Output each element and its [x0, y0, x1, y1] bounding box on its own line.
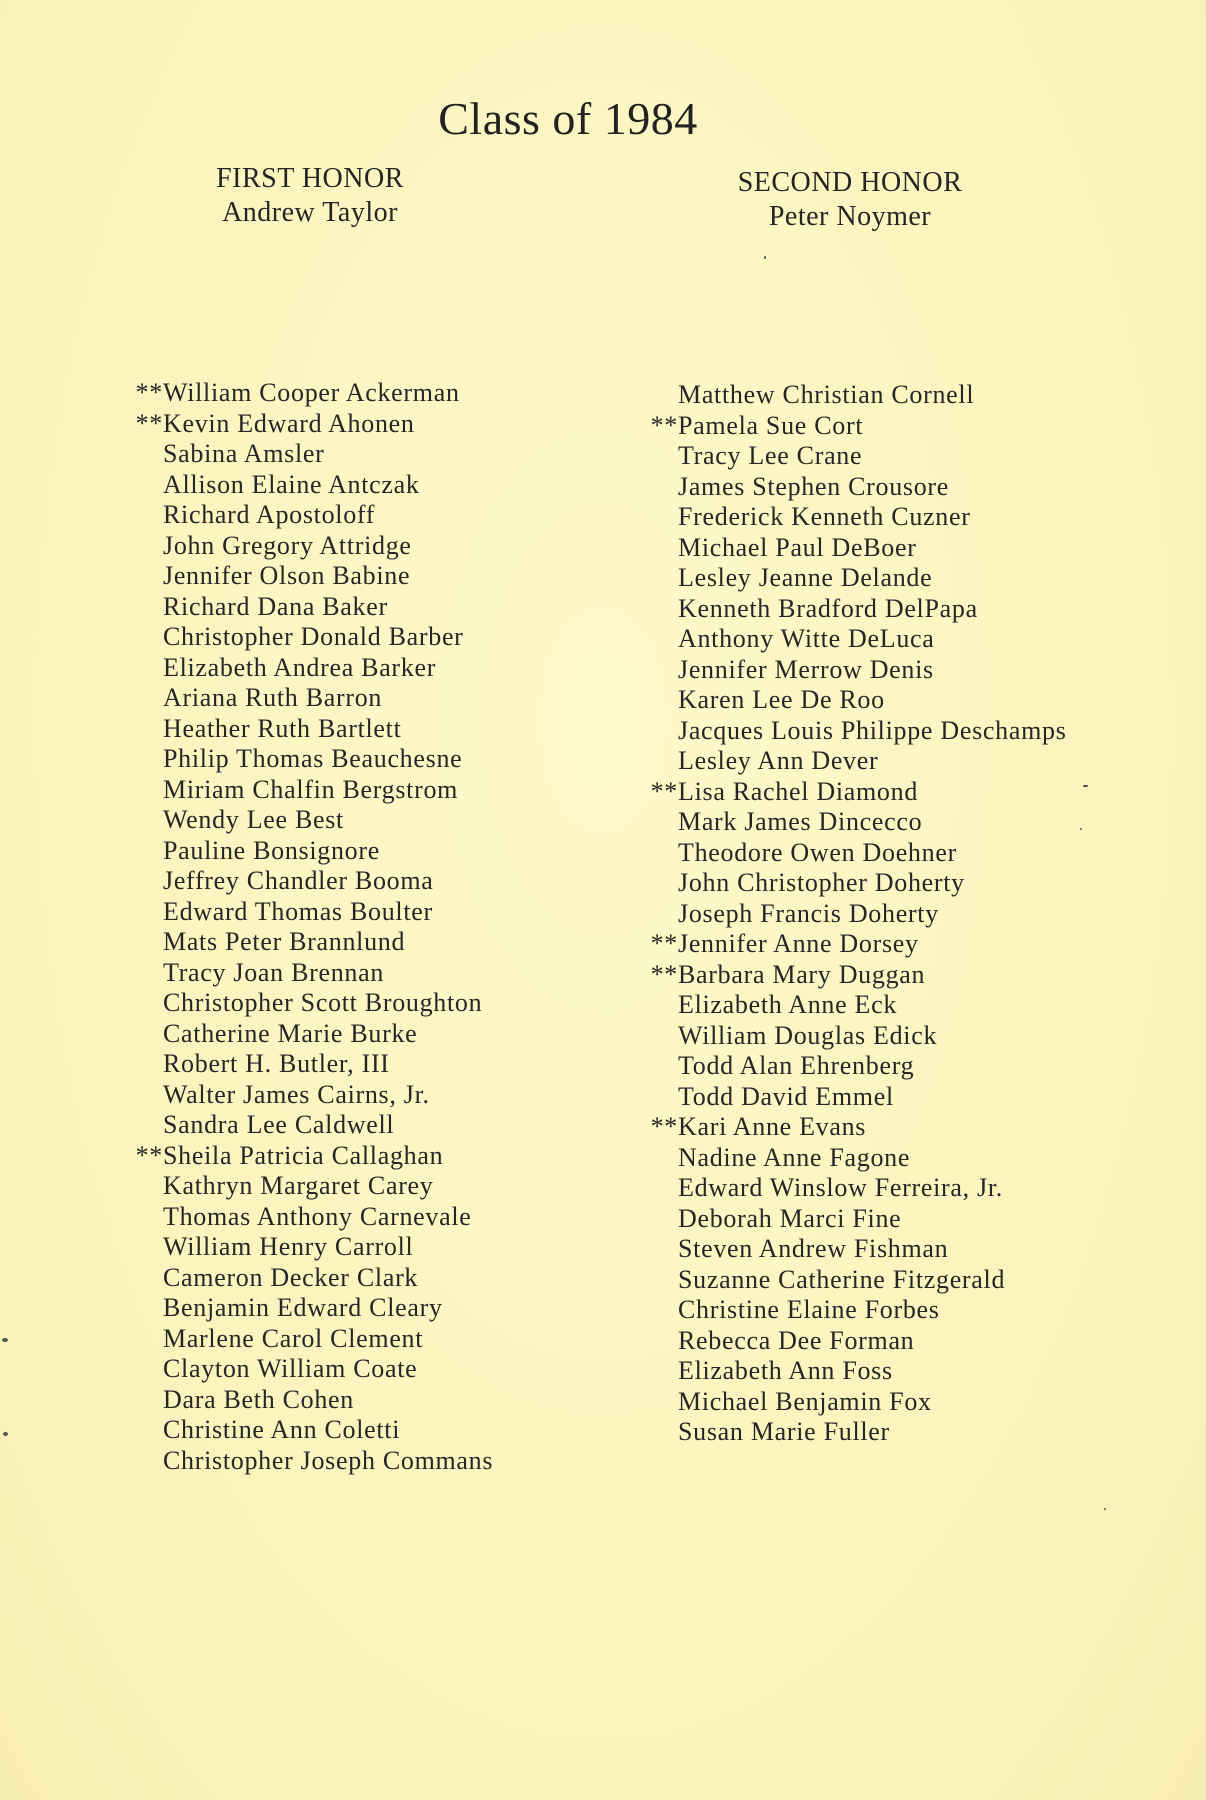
first-honor-name: Andrew Taylor — [222, 197, 398, 228]
graduate-entry — [135, 1080, 493, 1111]
graduate-name: Allison Elaine Antczak — [163, 469, 420, 499]
graduate-name: Marlene Carol Clement — [163, 1323, 424, 1353]
graduate-entry — [650, 1295, 1067, 1326]
distinction-mark: ** — [650, 410, 678, 440]
graduate-entry — [135, 683, 493, 714]
graduate-name: Lesley Jeanne Delande — [678, 563, 933, 592]
paper-speck — [1080, 828, 1082, 830]
graduate-name: Matthew Christian Cornell — [678, 380, 975, 409]
graduate-entry — [650, 1326, 1067, 1357]
graduate-name: Richard Apostoloff — [163, 500, 376, 529]
graduate-entry — [135, 1293, 493, 1324]
graduate-name: Karen Lee De Roo — [678, 685, 885, 714]
graduate-entry — [135, 805, 493, 836]
graduate-entry — [650, 716, 1067, 747]
graduate-entry — [650, 624, 1067, 655]
graduate-name: Ariana Ruth Barron — [163, 683, 383, 712]
graduate-name: Heather Ruth Bartlett — [163, 713, 402, 743]
graduate-entry — [650, 899, 1067, 930]
graduate-name: William Henry Carroll — [163, 1232, 414, 1261]
paper-speck — [764, 256, 766, 259]
distinction-mark: ** — [650, 776, 678, 806]
graduate-entry — [650, 838, 1067, 869]
graduate-name: Sabina Amsler — [163, 439, 325, 468]
graduate-entry — [135, 439, 493, 470]
graduate-name: John Christopher Doherty — [678, 868, 965, 897]
graduate-name: Pauline Bonsignore — [163, 835, 380, 865]
graduate-name: Christine Ann Coletti — [163, 1415, 401, 1444]
graduate-name: Deborah Marci Fine — [678, 1203, 902, 1233]
graduate-name: Lesley Ann Dever — [678, 746, 879, 775]
graduate-entry — [135, 1354, 493, 1385]
graduate-name: William Cooper Ackerman — [163, 378, 460, 407]
graduate-entry — [650, 655, 1067, 686]
paper-speck — [3, 1432, 8, 1436]
graduate-entry — [135, 744, 493, 775]
graduate-name: Anthony Witte DeLuca — [678, 624, 935, 653]
paper-speck — [2, 1338, 8, 1342]
distinction-mark: ** — [135, 1140, 163, 1170]
graduate-entry — [135, 1415, 493, 1446]
graduate-name: Susan Marie Fuller — [678, 1417, 890, 1446]
graduate-entry — [650, 533, 1067, 564]
graduate-entry — [650, 472, 1067, 503]
graduate-name: Wendy Lee Best — [163, 805, 344, 834]
graduate-entry — [135, 1324, 493, 1355]
graduate-name: Todd David Emmel — [678, 1081, 894, 1111]
graduate-name: Frederick Kenneth Cuzner — [678, 502, 971, 531]
graduate-name: Christine Elaine Forbes — [678, 1295, 940, 1324]
graduate-entry — [135, 775, 493, 806]
graduate-name: Miriam Chalfin Bergstrom — [163, 774, 459, 804]
graduate-entry — [650, 1356, 1067, 1387]
graduate-entry — [135, 592, 493, 623]
graduate-entry — [650, 1417, 1067, 1448]
graduate-entry — [650, 380, 1067, 411]
graduate-entry — [650, 441, 1067, 472]
graduate-name: Kari Anne Evans — [678, 1112, 867, 1141]
graduate-entry — [650, 960, 1067, 991]
graduate-name: Richard Dana Baker — [163, 591, 388, 621]
graduate-name: Jennifer Merrow Denis — [678, 654, 934, 684]
graduate-name: Nadine Anne Fagone — [678, 1142, 911, 1172]
graduate-entry — [135, 1202, 493, 1233]
graduate-entry — [135, 1232, 493, 1263]
graduate-entry — [650, 868, 1067, 899]
distinction-mark: ** — [135, 408, 163, 438]
graduate-list-left — [135, 378, 493, 1476]
graduate-entry — [650, 502, 1067, 533]
graduate-entry — [650, 777, 1067, 808]
graduate-name: Thomas Anthony Carnevale — [163, 1201, 472, 1231]
graduate-name: Lisa Rachel Diamond — [678, 776, 919, 806]
second-honor-label: SECOND HONOR — [737, 167, 963, 198]
graduate-entry — [135, 1019, 493, 1050]
graduate-name: Theodore Owen Doehner — [678, 837, 957, 867]
graduate-name: Christopher Scott Broughton — [163, 988, 483, 1017]
second-honor-name: Peter Noymer — [768, 201, 932, 232]
graduate-name: Kevin Edward Ahonen — [163, 408, 415, 438]
graduate-name: Jennifer Anne Dorsey — [678, 929, 919, 958]
graduate-name: Michael Paul DeBoer — [678, 532, 917, 562]
graduate-name: Sandra Lee Caldwell — [163, 1110, 395, 1139]
graduate-name: Dara Beth Cohen — [163, 1384, 355, 1414]
graduate-entry — [650, 990, 1067, 1021]
distinction-mark: ** — [135, 378, 163, 407]
graduate-name: Todd Alan Ehrenberg — [678, 1051, 915, 1080]
graduate-name: Elizabeth Ann Foss — [678, 1356, 893, 1385]
graduate-name: Jeffrey Chandler Booma — [163, 866, 434, 895]
graduate-name: Tracy Joan Brennan — [163, 957, 385, 987]
graduate-name: Joseph Francis Doherty — [678, 898, 939, 928]
graduate-name: Edward Thomas Boulter — [163, 896, 433, 926]
first-honor — [160, 162, 460, 230]
distinction-mark: ** — [650, 959, 678, 989]
graduate-entry — [135, 897, 493, 928]
graduate-name: Rebecca Dee Forman — [678, 1325, 915, 1355]
graduate-entry — [135, 1171, 493, 1202]
graduate-name: John Gregory Attridge — [163, 530, 412, 560]
graduate-name: Pamela Sue Cort — [678, 410, 864, 440]
graduate-name: Edward Winslow Ferreira, Jr. — [678, 1173, 1003, 1202]
graduate-entry — [135, 927, 493, 958]
graduate-name: Tracy Lee Crane — [678, 441, 863, 470]
graduate-name: Sheila Patricia Callaghan — [163, 1140, 444, 1170]
graduate-name: Catherine Marie Burke — [163, 1018, 418, 1048]
graduate-entry — [650, 1021, 1067, 1052]
second-honor — [690, 166, 1010, 234]
graduate-entry — [650, 411, 1067, 442]
graduate-entry — [135, 561, 493, 592]
page-title: Class of 1984 — [438, 93, 698, 144]
graduate-entry — [650, 1173, 1067, 1204]
graduate-entry — [650, 746, 1067, 777]
paper-speck — [1083, 785, 1088, 787]
graduate-entry — [650, 1051, 1067, 1082]
graduate-entry — [135, 622, 493, 653]
graduate-entry — [650, 1387, 1067, 1418]
graduate-entry — [135, 409, 493, 440]
graduate-entry — [135, 470, 493, 501]
graduate-entry — [650, 807, 1067, 838]
graduate-entry — [135, 531, 493, 562]
graduate-name: Christopher Donald Barber — [163, 622, 464, 651]
graduate-name: James Stephen Crousore — [678, 471, 950, 501]
graduate-name: Suzanne Catherine Fitzgerald — [678, 1264, 1006, 1294]
graduate-name: Steven Andrew Fishman — [678, 1234, 949, 1263]
graduate-entry — [135, 866, 493, 897]
graduate-name: Robert H. Butler, III — [163, 1049, 390, 1078]
graduate-entry — [135, 1049, 493, 1080]
graduate-name: Mark James Dincecco — [678, 807, 923, 836]
graduate-entry — [135, 836, 493, 867]
graduate-entry — [650, 929, 1067, 960]
graduate-name: Mats Peter Brannlund — [163, 927, 406, 956]
graduate-name: Clayton William Coate — [163, 1354, 418, 1383]
graduate-name: Christopher Joseph Commans — [163, 1445, 494, 1475]
graduate-name: Jennifer Olson Babine — [163, 561, 411, 590]
graduate-name: Barbara Mary Duggan — [678, 959, 926, 989]
graduate-entry — [135, 958, 493, 989]
graduate-name: Benjamin Edward Cleary — [163, 1293, 443, 1322]
graduate-entry — [650, 685, 1067, 716]
first-honor-label: FIRST HONOR — [216, 163, 404, 194]
paper-speck — [1104, 1508, 1106, 1510]
graduate-entry — [135, 1385, 493, 1416]
graduate-name: William Douglas Edick — [678, 1020, 938, 1050]
graduate-name: Elizabeth Anne Eck — [678, 990, 898, 1019]
graduate-entry — [135, 988, 493, 1019]
graduate-entry — [650, 594, 1067, 625]
graduate-entry — [135, 1141, 493, 1172]
graduate-entry — [650, 1265, 1067, 1296]
graduate-name: Cameron Decker Clark — [163, 1262, 419, 1292]
distinction-mark: ** — [650, 1112, 678, 1141]
graduate-entry — [135, 378, 493, 409]
graduate-name: Kathryn Margaret Carey — [163, 1171, 434, 1200]
graduate-list-right — [650, 380, 1067, 1448]
graduate-name: Elizabeth Andrea Barker — [163, 652, 437, 682]
graduate-name: Walter James Cairns, Jr. — [163, 1079, 430, 1109]
graduate-entry — [135, 500, 493, 531]
graduate-entry — [650, 1082, 1067, 1113]
graduate-entry — [135, 1263, 493, 1294]
graduate-entry — [650, 563, 1067, 594]
graduate-entry — [135, 653, 493, 684]
graduate-name: Kenneth Bradford DelPapa — [678, 593, 978, 623]
graduate-entry — [135, 1446, 493, 1477]
graduate-entry — [650, 1143, 1067, 1174]
graduate-entry — [650, 1112, 1067, 1143]
graduate-name: Jacques Louis Philippe Deschamps — [678, 715, 1067, 745]
graduate-entry — [135, 714, 493, 745]
graduate-name: Philip Thomas Beauchesne — [163, 744, 463, 773]
graduate-name: Michael Benjamin Fox — [678, 1386, 932, 1416]
graduate-entry — [135, 1110, 493, 1141]
graduate-entry — [650, 1204, 1067, 1235]
graduate-entry — [650, 1234, 1067, 1265]
distinction-mark: ** — [650, 929, 678, 958]
